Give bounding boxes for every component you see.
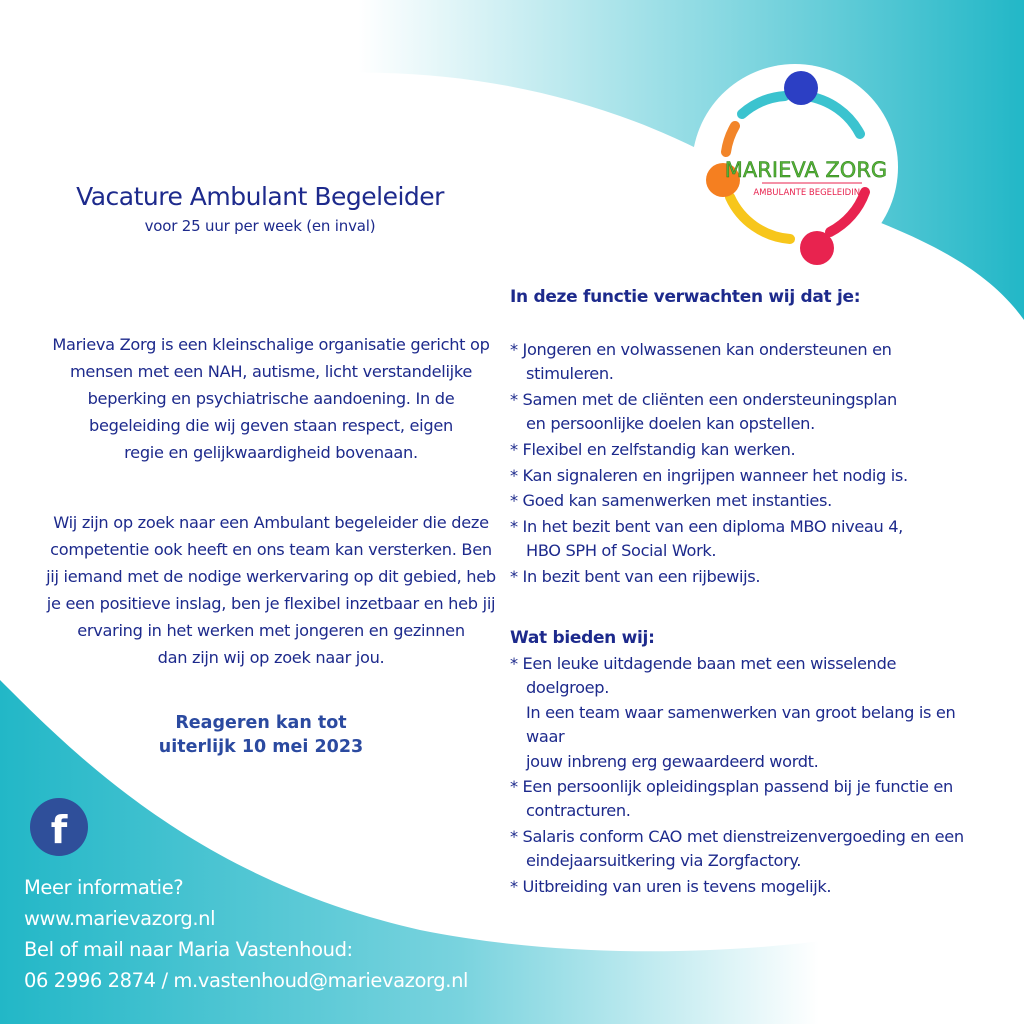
intro-line: regie en gelijkwaardigheid bovenaan. xyxy=(124,443,418,462)
logo-tagline: AMBULANTE BEGELEIDING xyxy=(753,188,867,198)
list-item: * In bezit bent van een rijbewijs. xyxy=(510,565,980,589)
offer-section xyxy=(510,628,980,900)
list-item: * Een leuke uitdagende baan met een wisselende doelgroep. In een team waar samenwerken van groot belang is en waar jouw inbreng erg gewaardeerd wordt. xyxy=(510,652,980,774)
page-subtitle: voor 25 uur per week (en inval) xyxy=(144,217,376,235)
intro-line: begeleiding die wij geven staan respect, eigen xyxy=(89,416,453,435)
intro-paragraph xyxy=(16,331,526,466)
expectations-list xyxy=(510,338,980,589)
marieva-zorg-logo xyxy=(690,62,900,272)
expectations-heading: In deze functie verwachten wij dat je: xyxy=(510,287,861,307)
list-item: * In het bezit bent van een diploma MBO niveau 4, HBO SPH of Social Work. xyxy=(510,515,980,563)
deadline-line: Reageren kan tot xyxy=(175,713,347,733)
contact-heading: Meer informatie? xyxy=(24,876,184,899)
deadline-line: uiterlijk 10 mei 2023 xyxy=(158,737,364,757)
list-item: * Flexibel en zelfstandig kan werken. xyxy=(510,438,980,462)
intro-line: mensen met een NAH, autisme, licht verstandelijke xyxy=(69,362,473,381)
header xyxy=(0,182,520,235)
list-item: * Kan signaleren en ingrijpen wanneer het nodig is. xyxy=(510,464,980,488)
search-line: ervaring in het werken met jongeren en gezinnen xyxy=(77,621,465,640)
contact-person: Bel of mail naar Maria Vastenhoud: xyxy=(24,938,353,961)
search-line: jij iemand met de nodige werkervaring op dit gebied, heb xyxy=(46,567,496,586)
offer-list xyxy=(510,652,980,899)
page-title: Vacature Ambulant Begeleider xyxy=(76,182,444,211)
facebook-icon[interactable]: f xyxy=(30,798,88,856)
search-line: Wij zijn op zoek naar een Ambulant begeleider die deze xyxy=(53,513,489,532)
search-line: competentie ook heeft en ons team kan versterken. Ben xyxy=(50,540,492,559)
intro-line: beperking en psychiatrische aandoening. In de xyxy=(87,389,455,408)
contact-info xyxy=(24,872,504,996)
phone-email[interactable]: 06 2996 2874 / m.vastenhoud@marievazorg.nl xyxy=(24,969,469,992)
logo-name: MARIEVA ZORG xyxy=(724,158,888,182)
list-item: * Salaris conform CAO met dienstreizenvergoeding en een eindejaarsuitkering via Zorgfactory. xyxy=(510,825,980,874)
website-link[interactable]: www.marievazorg.nl xyxy=(24,907,216,930)
list-item: * Goed kan samenwerken met instanties. xyxy=(510,489,980,513)
search-line: dan zijn wij op zoek naar jou. xyxy=(157,648,385,667)
list-item: * Jongeren en volwassenen kan ondersteunen en stimuleren. xyxy=(510,338,980,386)
offer-heading: Wat bieden wij: xyxy=(510,628,655,648)
list-item: * Samen met de cliënten een ondersteuningsplan en persoonlijke doelen kan opstellen. xyxy=(510,388,980,436)
list-item: * Uitbreiding van uren is tevens mogelijk. xyxy=(510,875,980,899)
list-item: * Een persoonlijk opleidingsplan passend bij je functie en contracturen. xyxy=(510,775,980,824)
deadline-notice xyxy=(96,711,426,759)
search-line: je een positieve inslag, ben je flexibel inzetbaar en heb jij xyxy=(46,594,496,613)
search-paragraph xyxy=(16,509,526,671)
expectations-section xyxy=(510,287,980,591)
intro-line: Marieva Zorg is een kleinschalige organisatie gericht op xyxy=(52,335,490,354)
